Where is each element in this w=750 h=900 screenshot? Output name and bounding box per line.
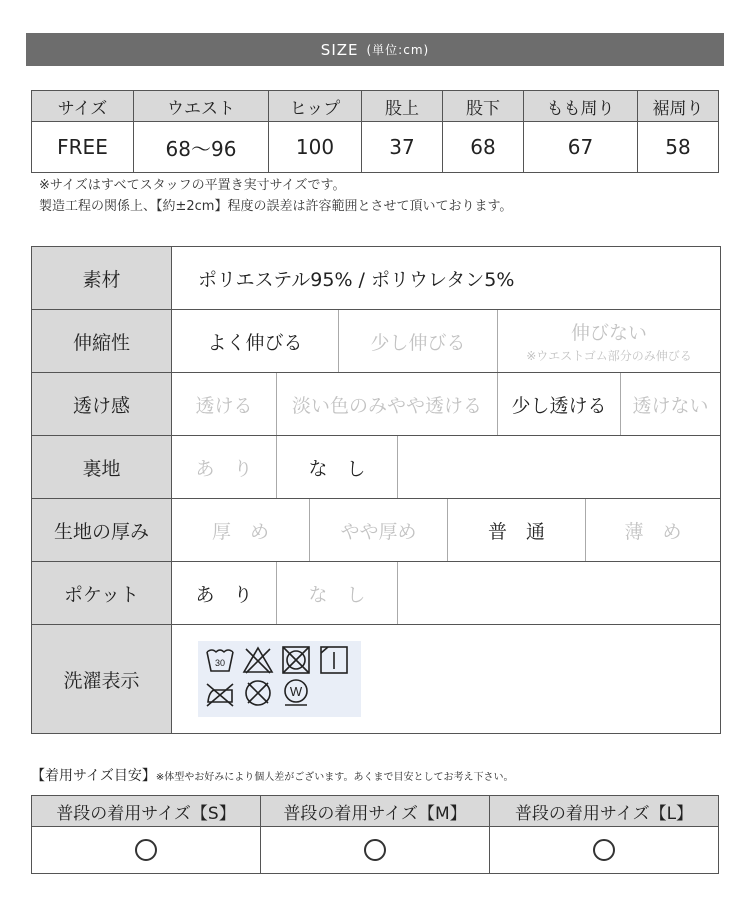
lining-empty-cell	[398, 436, 720, 498]
stretch-sub-note: ※ウエストゴム部分のみ伸びる	[526, 349, 692, 363]
spec-row-material	[32, 247, 720, 310]
circle-mark-icon	[364, 839, 386, 861]
value-size: FREE	[32, 122, 134, 173]
fit-guide-title	[31, 765, 513, 785]
size-note-1: ※サイズはすべてスタッフの平置き実寸サイズです。	[39, 178, 346, 193]
thickness-option-slightly-thick: やや厚め	[310, 499, 448, 561]
stretch-option-medium: 少し伸びる	[339, 310, 498, 372]
spec-label-lining: 裏地	[32, 436, 172, 498]
spec-label-pocket: ポケット	[32, 562, 172, 624]
thickness-option-thick: 厚 め	[172, 499, 310, 561]
sheer-option-light-colors: 淡い色のみやや透ける	[277, 373, 498, 435]
no-bleach-icon	[242, 645, 274, 675]
fit-mark-l	[490, 827, 719, 874]
thickness-option-normal: 普 通	[448, 499, 586, 561]
fit-header-l: 普段の着用サイズ【L】	[490, 796, 719, 827]
sheer-option-slight: 少し透ける	[498, 373, 621, 435]
spec-label-washing: 洗濯表示	[32, 625, 172, 733]
spec-label-stretch: 伸縮性	[32, 310, 172, 372]
header-hip: ヒップ	[269, 91, 362, 122]
header-rise: 股上	[362, 91, 443, 122]
spec-row-thickness	[32, 499, 720, 562]
header-size: サイズ	[32, 91, 134, 122]
pocket-option-no: な し	[277, 562, 398, 624]
spec-row-stretch	[32, 310, 720, 373]
stretch-option-none: 伸びない ※ウエストゴム部分のみ伸びる	[526, 322, 692, 363]
fit-table-row	[32, 827, 719, 874]
size-table-header	[32, 91, 719, 122]
svg-text:W: W	[289, 684, 303, 699]
wet-clean-icon	[280, 678, 312, 708]
spec-row-lining	[32, 436, 720, 499]
sheer-option-none: 透けない	[632, 394, 709, 417]
banner-unit: (単位:cm)	[366, 43, 430, 57]
fit-guide-heading: 【着用サイズ目安】	[31, 768, 156, 784]
size-note-2: 製造工程の関係上、【約±2cm】程度の誤差は許容範囲とさせて頂いております。	[39, 199, 513, 214]
pocket-empty-cell	[398, 562, 720, 624]
material-value: ポリエステル95% / ポリウレタン5%	[198, 268, 515, 291]
spec-row-washing	[32, 625, 720, 733]
header-hem: 裾周り	[638, 91, 719, 122]
header-waist: ウエスト	[134, 91, 269, 122]
wash-30-icon	[204, 645, 236, 675]
fit-table-header	[32, 796, 719, 827]
size-table-row	[32, 122, 719, 173]
fit-mark-m	[261, 827, 490, 874]
no-dry-clean-icon	[242, 678, 274, 708]
fit-header-m: 普段の着用サイズ【M】	[261, 796, 490, 827]
sheer-option-sheer: 透ける	[172, 373, 277, 435]
size-table	[31, 90, 719, 173]
lining-option-no: な し	[277, 436, 398, 498]
value-hem: 58	[638, 122, 719, 173]
lining-option-yes: あ り	[172, 436, 277, 498]
washing-symbols	[198, 641, 361, 717]
value-hip: 100	[269, 122, 362, 173]
no-tumble-dry-icon	[280, 645, 312, 675]
fit-header-s: 普段の着用サイズ【S】	[32, 796, 261, 827]
spec-row-pocket	[32, 562, 720, 625]
spec-label-sheer: 透け感	[32, 373, 172, 435]
svg-text:30: 30	[214, 658, 226, 668]
size-banner	[26, 33, 724, 66]
no-iron-icon	[204, 678, 236, 708]
spec-label-material: 素材	[32, 247, 172, 309]
line-dry-icon	[318, 645, 350, 675]
spec-label-thickness: 生地の厚み	[32, 499, 172, 561]
spec-row-sheer	[32, 373, 720, 436]
pocket-option-yes: あ り	[172, 562, 277, 624]
circle-mark-icon	[593, 839, 615, 861]
fit-table	[31, 795, 719, 874]
value-waist: 68〜96	[134, 122, 269, 173]
thickness-option-thin: 薄 め	[624, 520, 682, 543]
circle-mark-icon	[135, 839, 157, 861]
header-thigh: もも周り	[524, 91, 638, 122]
fit-mark-s	[32, 827, 261, 874]
banner-title: SIZE	[320, 40, 359, 59]
stretch-option-high: よく伸びる	[172, 310, 339, 372]
value-thigh: 67	[524, 122, 638, 173]
spec-table	[31, 246, 721, 734]
fit-guide-note: ※体型やお好みにより個人差がございます。あくまで目安としてお考え下さい。	[155, 772, 514, 783]
header-inseam: 股下	[443, 91, 524, 122]
value-inseam: 68	[443, 122, 524, 173]
value-rise: 37	[362, 122, 443, 173]
